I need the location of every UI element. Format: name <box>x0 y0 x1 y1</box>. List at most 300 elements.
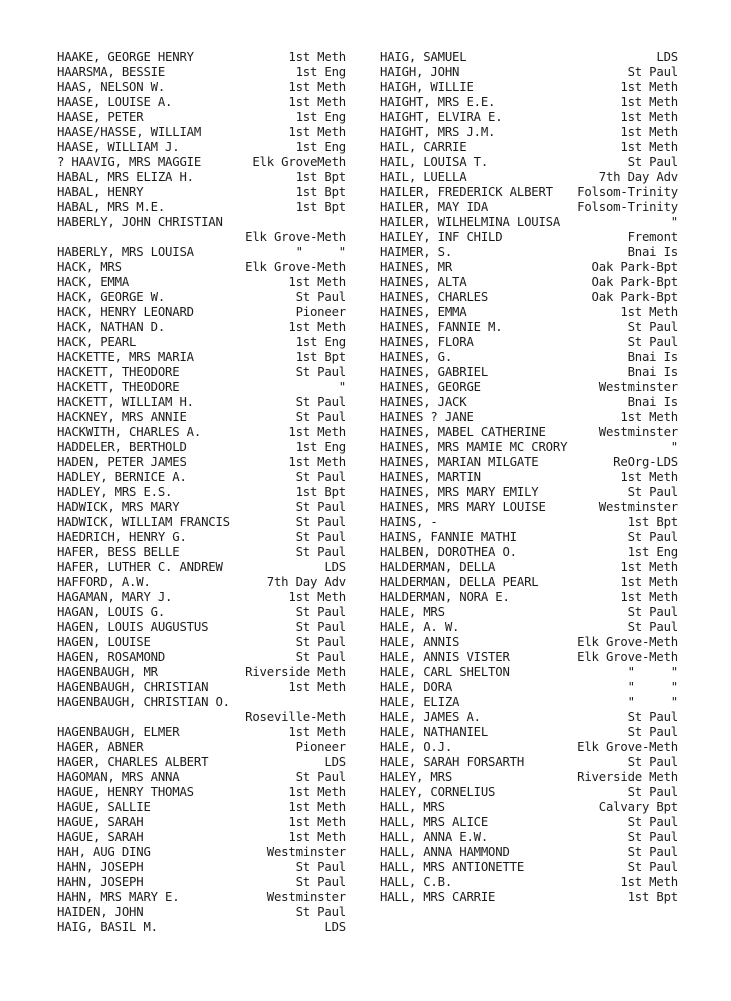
list-item <box>57 905 346 920</box>
entry-church: 1st Meth <box>620 110 678 124</box>
entry-name: HAILER, FREDERICK ALBERT <box>380 185 553 199</box>
entry-church: 1st Meth <box>620 95 678 109</box>
entry-church: 1st Meth <box>620 410 678 424</box>
entry-name: HAASE/HASSE, WILLIAM <box>57 125 202 139</box>
entry-church: 1st Meth <box>288 80 346 94</box>
entry-name: HAIGH, JOHN <box>380 65 460 79</box>
entry-church: St Paul <box>627 605 678 619</box>
entry-church: 1st Meth <box>288 455 346 469</box>
entry-church: 1st Bpt <box>627 890 678 904</box>
entry-name: HAINES, ALTA <box>380 275 467 289</box>
list-item <box>380 410 678 425</box>
list-item <box>57 425 346 440</box>
entry-name: HABAL, MRS ELIZA H. <box>57 170 194 184</box>
list-item <box>380 605 678 620</box>
entry-name: HAINES, MRS MARY LOUISE <box>380 500 546 514</box>
entry-church: Oak Park-Bpt <box>591 290 678 304</box>
left-column <box>57 50 346 935</box>
entry-name: HACK, EMMA <box>57 275 130 289</box>
list-item <box>57 500 346 515</box>
entry-church: Westminster <box>598 500 678 514</box>
list-item <box>380 305 678 320</box>
list-item <box>57 740 346 755</box>
list-item <box>57 290 346 305</box>
entry-name: HALL, MRS ALICE <box>380 815 489 829</box>
entry-name: HAINES, MRS MARY EMILY <box>380 485 539 499</box>
entry-name: HAGENBAUGH, MR <box>57 665 158 679</box>
entry-church: 1st Meth <box>288 830 346 844</box>
entry-name: HAINES ? JANE <box>380 410 474 424</box>
list-item <box>57 65 346 80</box>
entry-church: Westminster <box>598 425 678 439</box>
entry-church: 1st Meth <box>288 275 346 289</box>
list-item <box>380 140 678 155</box>
entry-church: Westminster <box>266 845 346 859</box>
entry-church: 1st Eng <box>295 65 346 79</box>
list-item <box>380 335 678 350</box>
list-item <box>57 695 346 710</box>
list-item <box>57 770 346 785</box>
entry-church: Elk Grove-Meth <box>577 635 678 649</box>
entry-name: HALL, ANNA HAMMOND <box>380 845 510 859</box>
entry-name: HALL, MRS ANTIONETTE <box>380 860 525 874</box>
entry-name: HAGUE, HENRY THOMAS <box>57 785 194 799</box>
entry-church: " " <box>627 665 678 679</box>
entry-name: HAINES, MABEL CATHERINE <box>380 425 546 439</box>
entry-name: HAIGHT, MRS E.E. <box>380 95 496 109</box>
list-item <box>380 800 678 815</box>
entry-church: Westminster <box>266 890 346 904</box>
entry-name: HACK, HENRY LEONARD <box>57 305 194 319</box>
entry-name: HAINES, EMMA <box>380 305 467 319</box>
entry-church: St Paul <box>295 515 346 529</box>
list-item <box>380 845 678 860</box>
list-item <box>57 410 346 425</box>
entry-name: HAIG, SAMUEL <box>380 50 467 64</box>
entry-name: HAEDRICH, HENRY G. <box>57 530 187 544</box>
entry-name: HALEY, MRS <box>380 770 453 784</box>
list-item <box>380 680 678 695</box>
list-item <box>57 155 346 170</box>
entry-church: 1st Meth <box>620 575 678 589</box>
entry-church: St Paul <box>295 860 346 874</box>
list-item <box>57 545 346 560</box>
list-item <box>57 830 346 845</box>
entry-name: HAGENBAUGH, CHRISTIAN <box>57 680 209 694</box>
entry-name: HAIDEN, JOHN <box>57 905 144 919</box>
entry-church: 7th Day Adv <box>266 575 346 589</box>
entry-name: HAGER, CHARLES ALBERT <box>57 755 209 769</box>
entry-church: St Paul <box>627 65 678 79</box>
entry-name: HAINES, MARTIN <box>380 470 481 484</box>
entry-name: HAINES, MR <box>380 260 453 274</box>
entry-church: St Paul <box>627 860 678 874</box>
entry-church: St Paul <box>627 785 678 799</box>
entry-church: " <box>338 380 346 394</box>
entry-church: 1st Eng <box>627 545 678 559</box>
list-item <box>57 80 346 95</box>
entry-name: HALBEN, DOROTHEA O. <box>380 545 517 559</box>
list-item <box>57 125 346 140</box>
entry-church: 1st Meth <box>620 125 678 139</box>
list-item <box>57 725 346 740</box>
entry-church: St Paul <box>627 320 678 334</box>
entry-church: St Paul <box>295 410 346 424</box>
list-item <box>57 305 346 320</box>
entry-name: HAASE, PETER <box>57 110 144 124</box>
entry-church: St Paul <box>295 545 346 559</box>
entry-church: 1st Bpt <box>295 185 346 199</box>
list-item <box>57 575 346 590</box>
entry-name: HAINES, MRS MAMIE MC CRORY <box>380 440 568 454</box>
entry-church: St Paul <box>295 620 346 634</box>
entry-church: St Paul <box>295 470 346 484</box>
entry-name: HAIL, CARRIE <box>380 140 467 154</box>
entry-church: St Paul <box>295 605 346 619</box>
entry-name: HADDELER, BERTHOLD <box>57 440 187 454</box>
entry-church: LDS <box>324 920 346 934</box>
entry-church: " " <box>627 695 678 709</box>
entry-name: HADEN, PETER JAMES <box>57 455 187 469</box>
list-item <box>57 260 346 275</box>
list-item <box>57 620 346 635</box>
entry-church: Elk GroveMeth <box>252 155 346 169</box>
entry-name: HALEY, CORNELIUS <box>380 785 496 799</box>
list-item <box>380 560 678 575</box>
entry-name: HABAL, HENRY <box>57 185 144 199</box>
entry-church: 1st Meth <box>620 875 678 889</box>
entry-church: 1st Meth <box>288 320 346 334</box>
entry-name: HAIGHT, ELVIRA E. <box>380 110 503 124</box>
entry-name: HAGAN, LOUIS G. <box>57 605 166 619</box>
list-item <box>380 125 678 140</box>
entry-church: 1st Meth <box>288 590 346 604</box>
list-item <box>380 620 678 635</box>
entry-church: 1st Eng <box>295 335 346 349</box>
list-item <box>380 230 678 245</box>
entry-church: LDS <box>324 755 346 769</box>
entry-name: HAIL, LOUISA T. <box>380 155 489 169</box>
list-item <box>380 50 678 65</box>
entry-name: HAGEN, ROSAMOND <box>57 650 166 664</box>
list-item <box>380 755 678 770</box>
list-item <box>57 440 346 455</box>
list-item <box>57 50 346 65</box>
list-item <box>380 830 678 845</box>
list-item <box>57 275 346 290</box>
entry-name: HALE, O.J. <box>380 740 453 754</box>
entry-name: HACK, PEARL <box>57 335 137 349</box>
list-item <box>57 815 346 830</box>
entry-church: Oak Park-Bpt <box>591 275 678 289</box>
list-item <box>57 920 346 935</box>
entry-name: HACKETT, WILLIAM H. <box>57 395 194 409</box>
entry-name: HACKWITH, CHARLES A. <box>57 425 202 439</box>
list-item <box>380 245 678 260</box>
entry-name: HAINES, GABRIEL <box>380 365 489 379</box>
entry-church: Roseville-Meth <box>245 710 346 724</box>
entry-name: HAIGH, WILLIE <box>380 80 474 94</box>
list-item <box>57 245 346 260</box>
entry-name: HAARSMA, BESSIE <box>57 65 166 79</box>
entry-church: St Paul <box>295 770 346 784</box>
entry-church: 1st Meth <box>288 680 346 694</box>
list-item <box>380 710 678 725</box>
list-item <box>57 335 346 350</box>
list-item <box>380 350 678 365</box>
entry-church: 1st Meth <box>620 305 678 319</box>
entry-church: 1st Meth <box>288 125 346 139</box>
entry-name: HADWICK, WILLIAM FRANCIS <box>57 515 230 529</box>
list-item <box>380 785 678 800</box>
entry-name: HAIG, BASIL M. <box>57 920 158 934</box>
entry-name: HAHN, JOSEPH <box>57 875 144 889</box>
entry-church: Bnai Is <box>627 365 678 379</box>
entry-name: HAILER, WILHELMINA LOUISA <box>380 215 561 229</box>
list-item <box>57 590 346 605</box>
entry-name: HALDERMAN, DELLA PEARL <box>380 575 539 589</box>
entry-name: HAFER, LUTHER C. ANDREW <box>57 560 223 574</box>
entry-church: Folsom-Trinity <box>577 185 678 199</box>
entry-church: 1st Meth <box>620 470 678 484</box>
entry-name: HAGUE, SALLIE <box>57 800 151 814</box>
entry-church: Calvary Bpt <box>598 800 678 814</box>
list-item <box>57 140 346 155</box>
entry-church: St Paul <box>627 815 678 829</box>
entry-name: HAFFORD, A.W. <box>57 575 151 589</box>
entry-name: HACKNEY, MRS ANNIE <box>57 410 187 424</box>
entry-church: St Paul <box>627 620 678 634</box>
entry-church: St Paul <box>627 845 678 859</box>
entry-church: 1st Meth <box>288 785 346 799</box>
entry-name: HAIL, LUELLA <box>380 170 467 184</box>
entry-church: St Paul <box>295 395 346 409</box>
entry-name: HALE, NATHANIEL <box>380 725 489 739</box>
list-item <box>380 440 678 455</box>
entry-church: Riverside Meth <box>245 665 346 679</box>
entry-name: HAGEN, LOUIS AUGUSTUS <box>57 620 209 634</box>
entry-name: HALL, MRS CARRIE <box>380 890 496 904</box>
entry-name: HAINES, JACK <box>380 395 467 409</box>
entry-church: Elk Grove-Meth <box>577 650 678 664</box>
entry-church: 1st Meth <box>288 95 346 109</box>
entry-name: HAFER, BESS BELLE <box>57 545 180 559</box>
list-item <box>57 605 346 620</box>
entry-name: HAINES, FANNIE M. <box>380 320 503 334</box>
entry-church: Pioneer <box>295 740 346 754</box>
entry-name: HAH, AUG DING <box>57 845 151 859</box>
entry-name: ? HAAVIG, MRS MAGGIE <box>57 155 202 169</box>
list-item <box>57 485 346 500</box>
entry-name: HAASE, WILLIAM J. <box>57 140 180 154</box>
list-item <box>380 500 678 515</box>
entry-name: HADWICK, MRS MARY <box>57 500 180 514</box>
entry-church: " <box>670 215 678 229</box>
list-item <box>57 185 346 200</box>
entry-church: Fremont <box>627 230 678 244</box>
entry-church: 1st Meth <box>288 815 346 829</box>
entry-name: HADLEY, MRS E.S. <box>57 485 173 499</box>
entry-church: Oak Park-Bpt <box>591 260 678 274</box>
list-item <box>380 545 678 560</box>
list-item <box>57 845 346 860</box>
entry-church: St Paul <box>295 875 346 889</box>
entry-name: HAGER, ABNER <box>57 740 144 754</box>
entry-name: HAINS, - <box>380 515 438 529</box>
entry-name: HAGOMAN, MRS ANNA <box>57 770 180 784</box>
entry-name: HAGENBAUGH, ELMER <box>57 725 180 739</box>
right-column <box>380 50 678 905</box>
entry-name: HAGEN, LOUISE <box>57 635 151 649</box>
entry-name: HALE, CARL SHELTON <box>380 665 510 679</box>
list-item <box>380 320 678 335</box>
list-item <box>380 590 678 605</box>
list-item <box>57 455 346 470</box>
list-item <box>380 890 678 905</box>
entry-church: " " <box>295 245 346 259</box>
list-item <box>57 365 346 380</box>
entry-church: St Paul <box>627 335 678 349</box>
list-item <box>57 170 346 185</box>
list-item <box>380 860 678 875</box>
list-item <box>380 770 678 785</box>
entry-church: 1st Eng <box>295 440 346 454</box>
list-item <box>380 665 678 680</box>
list-item <box>380 530 678 545</box>
entry-name: HACKETT, THEODORE <box>57 365 180 379</box>
list-item <box>380 95 678 110</box>
list-item <box>57 215 346 230</box>
list-item <box>57 650 346 665</box>
entry-church: 1st Eng <box>295 110 346 124</box>
list-item <box>57 530 346 545</box>
entry-church: Bnai Is <box>627 395 678 409</box>
list-item <box>57 395 346 410</box>
entry-name: HAINES, CHARLES <box>380 290 489 304</box>
entry-name: HAILEY, INF CHILD <box>380 230 503 244</box>
list-item <box>380 155 678 170</box>
entry-name: HABAL, MRS M.E. <box>57 200 166 214</box>
entry-church: 1st Meth <box>620 140 678 154</box>
entry-church: 1st Eng <box>295 140 346 154</box>
list-item <box>380 875 678 890</box>
entry-name: HAAKE, GEORGE HENRY <box>57 50 194 64</box>
entry-name: HALL, ANNA E.W. <box>380 830 489 844</box>
entry-name: HALDERMAN, NORA E. <box>380 590 510 604</box>
entry-church: St Paul <box>295 290 346 304</box>
entry-church: 7th Day Adv <box>598 170 678 184</box>
list-item <box>380 110 678 125</box>
list-item <box>57 875 346 890</box>
entry-church: St Paul <box>295 635 346 649</box>
list-item <box>380 740 678 755</box>
entry-church: 1st Meth <box>288 800 346 814</box>
entry-church: " " <box>627 680 678 694</box>
entry-church: 1st Meth <box>620 560 678 574</box>
entry-church: St Paul <box>627 710 678 724</box>
list-item <box>57 320 346 335</box>
list-item <box>380 170 678 185</box>
entry-church: ReOrg-LDS <box>613 455 678 469</box>
entry-name: HALE, A. W. <box>380 620 460 634</box>
list-item <box>380 485 678 500</box>
entry-church: St Paul <box>627 530 678 544</box>
entry-name: HAINES, G. <box>380 350 453 364</box>
entry-church: St Paul <box>627 155 678 169</box>
entry-name: HALL, MRS <box>380 800 445 814</box>
list-item <box>57 755 346 770</box>
entry-name: HAGENBAUGH, CHRISTIAN O. <box>57 695 230 709</box>
entry-church: LDS <box>656 50 678 64</box>
entry-name: HAINES, MARIAN MILGATE <box>380 455 539 469</box>
entry-church: Bnai Is <box>627 350 678 364</box>
entry-name: HALE, ANNIS <box>380 635 460 649</box>
entry-church: Elk Grove-Meth <box>245 260 346 274</box>
list-item <box>380 635 678 650</box>
entry-church: LDS <box>324 560 346 574</box>
entry-name: HALE, DORA <box>380 680 453 694</box>
entry-name: HAINS, FANNIE MATHI <box>380 530 517 544</box>
entry-name: HAIMER, S. <box>380 245 453 259</box>
list-item <box>380 650 678 665</box>
entry-church: St Paul <box>295 650 346 664</box>
list-item <box>57 890 346 905</box>
entry-church: Pioneer <box>295 305 346 319</box>
list-item <box>380 65 678 80</box>
entry-church: " <box>670 440 678 454</box>
list-item <box>380 275 678 290</box>
entry-church: 1st Meth <box>620 80 678 94</box>
list-item <box>57 635 346 650</box>
list-item <box>57 710 346 725</box>
entry-name: HACKETTE, MRS MARIA <box>57 350 194 364</box>
list-item <box>57 800 346 815</box>
entry-church: 1st Bpt <box>295 350 346 364</box>
entry-church: 1st Meth <box>288 50 346 64</box>
entry-church: Elk Grove-Meth <box>577 740 678 754</box>
entry-church: St Paul <box>295 365 346 379</box>
list-item <box>380 425 678 440</box>
entry-name: HACK, MRS <box>57 260 122 274</box>
entry-name: HAHN, JOSEPH <box>57 860 144 874</box>
entry-name: HAAS, NELSON W. <box>57 80 166 94</box>
entry-church: Bnai Is <box>627 245 678 259</box>
entry-church: St Paul <box>295 500 346 514</box>
list-item <box>380 200 678 215</box>
list-item <box>380 380 678 395</box>
entry-name: HAINES, FLORA <box>380 335 474 349</box>
entry-name: HALDERMAN, DELLA <box>380 560 496 574</box>
list-item <box>380 365 678 380</box>
entry-name: HALL, C.B. <box>380 875 453 889</box>
entry-name: HAGUE, SARAH <box>57 815 144 829</box>
entry-name: HALE, MRS <box>380 605 445 619</box>
entry-name: HAINES, GEORGE <box>380 380 481 394</box>
list-item <box>380 815 678 830</box>
list-item <box>57 785 346 800</box>
entry-church: 1st Meth <box>620 590 678 604</box>
list-item <box>380 725 678 740</box>
entry-name: HACK, GEORGE W. <box>57 290 166 304</box>
list-item <box>380 80 678 95</box>
entry-church: 1st Bpt <box>295 170 346 184</box>
entry-name: HACKETT, THEODORE <box>57 380 180 394</box>
list-item <box>380 215 678 230</box>
list-item <box>57 380 346 395</box>
list-item <box>57 230 346 245</box>
entry-church: St Paul <box>295 905 346 919</box>
list-item <box>380 470 678 485</box>
